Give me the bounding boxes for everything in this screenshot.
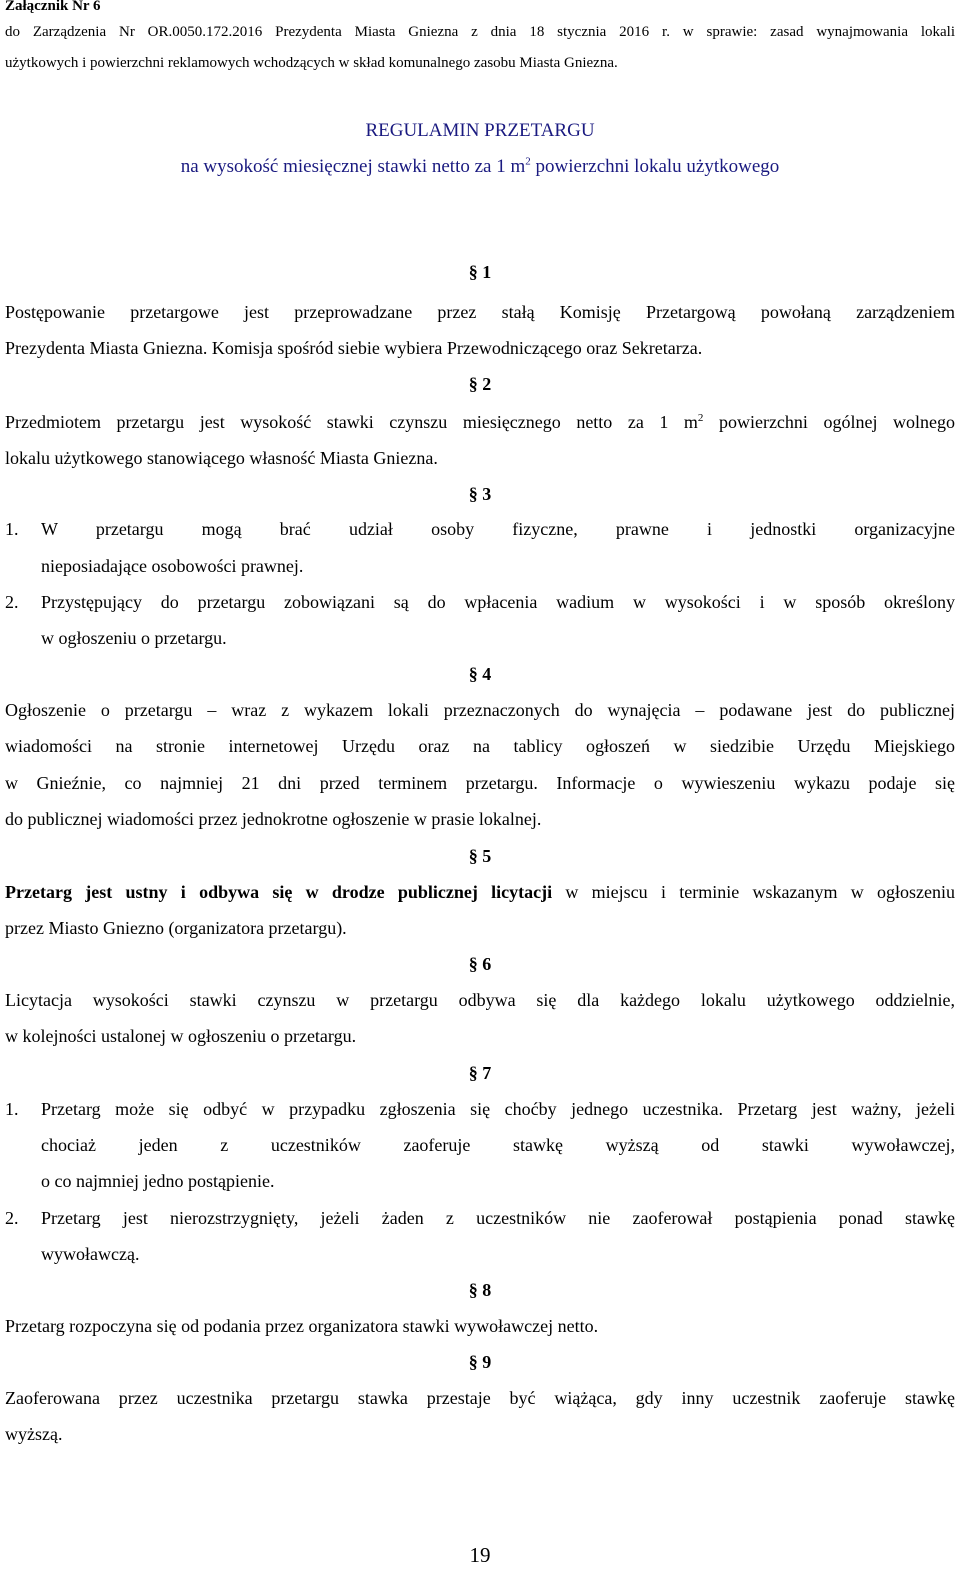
paragraph-2-text-b: powierzchni ogólnej wolnego <box>703 412 955 432</box>
section-number: 6 <box>482 954 492 974</box>
paragraph-7-2-line: Przetarg jest nierozstrzygnięty, jeżeli żaden z uczestników nie zaoferował postąpienia ponad stawkę <box>41 1208 955 1228</box>
section-number: 2 <box>482 374 492 394</box>
page-number: 19 <box>469 1543 491 1567</box>
paragraph-7-1-line: Przetarg może się odbyć w przypadku zgłoszenia się choćby jednego uczestnika. Przetarg jest ważny, jeżeli <box>41 1099 955 1119</box>
paragraph-2-line: lokalu użytkowego stanowiącego własność Miasta Gniezna. <box>5 448 438 468</box>
section-number: 1 <box>482 262 492 282</box>
section-symbol: § <box>468 1352 478 1372</box>
list-number: 1. <box>5 519 19 539</box>
section-symbol: § <box>468 374 478 394</box>
paragraph-5-bold-text: Przetarg jest ustny i odbywa się w drodze publicznej licytacji <box>5 882 553 902</box>
paragraph-4-line: do publicznej wiadomości przez jednokrotne ogłoszenie w prasie lokalnej. <box>5 809 542 829</box>
subtitle-text-a: na wysokość miesięcznej stawki netto za 1 m <box>180 156 526 177</box>
paragraph-7-2-line: wywoławczą. <box>41 1244 140 1264</box>
paragraph-6-line: w kolejności ustalonej w ogłoszeniu o przetargu. <box>5 1026 357 1046</box>
paragraph-3-2-line: Przystępujący do przetargu zobowiązani są do wpłacenia wadium w wysokości i w sposób określony <box>41 592 955 612</box>
section-symbol: § <box>468 1280 478 1300</box>
paragraph-1-line: Postępowanie przetargowe jest przeprowadzane przez stałą Komisję Przetargową powołaną zarządzeniem <box>5 302 955 322</box>
paragraph-3-1-line: W przetargu mogą brać udział osoby fizyczne, prawne i jednostki organizacyjne <box>41 519 955 539</box>
paragraph-3-2-line: w ogłoszeniu o przetargu. <box>41 628 227 648</box>
paragraph-4-line: wiadomości na stronie internetowej Urzędu oraz na tablicy ogłoszeń w siedzibie Urzędu Miejskiego <box>5 736 955 756</box>
paragraph-4-line: Ogłoszenie o przetargu – wraz z wykazem lokali przeznaczonych do wynajęcia – podawane jest do publicznej <box>5 700 955 720</box>
paragraph-4-line: w Gnieźnie, co najmniej 21 dni przed terminem przetargu. Informacje o wywieszeniu wykazu podaje się <box>5 773 955 793</box>
paragraph-6-line: Licytacja wysokości stawki czynszu w przetargu odbywa się dla każdego lokalu użytkowego oddzielnie, <box>5 990 955 1010</box>
section-number: 3 <box>482 484 492 504</box>
paragraph-5-text: w miejscu i terminie wskazanym w ogłoszeniu <box>552 882 955 902</box>
section-heading-4 <box>0 664 960 685</box>
section-number: 8 <box>482 1280 492 1300</box>
subtitle-text-b: powierzchni lokalu użytkowego <box>530 156 780 177</box>
section-number: 5 <box>482 846 492 866</box>
paragraph-5-line <box>5 882 955 903</box>
paragraph-2-line <box>5 412 955 433</box>
section-number: 9 <box>482 1352 492 1372</box>
section-heading-2 <box>0 374 960 395</box>
document-title: REGULAMIN PRZETARGU <box>365 120 595 141</box>
section-heading-1 <box>0 262 960 283</box>
paragraph-2-superscript: 2 <box>697 412 704 424</box>
section-symbol: § <box>468 954 478 974</box>
annex-reference-line2: użytkowych i powierzchni reklamowych wchodzących w skład komunalnego zasobu Miasta Gniezna. <box>5 55 618 71</box>
section-symbol: § <box>468 846 478 866</box>
section-heading-9 <box>0 1352 960 1373</box>
annex-label: Załącznik Nr 6 <box>5 0 101 14</box>
section-heading-3 <box>0 484 960 505</box>
section-number: 4 <box>482 664 492 684</box>
list-number: 1. <box>5 1099 19 1119</box>
section-heading-6 <box>0 954 960 975</box>
section-heading-8 <box>0 1280 960 1301</box>
section-symbol: § <box>468 484 478 504</box>
paragraph-1-line: Prezydenta Miasta Gniezna. Komisja spośród siebie wybiera Przewodniczącego oraz Sekretarza. <box>5 338 703 358</box>
paragraph-3-1-line: nieposiadające osobowości prawnej. <box>41 556 304 576</box>
section-symbol: § <box>468 664 478 684</box>
annex-reference-line1: do Zarządzenia Nr OR.0050.172.2016 Prezydenta Miasta Gniezna z dnia 18 stycznia 2016 r. w sprawie: zasad wynajmowania lokali <box>5 24 955 40</box>
section-symbol: § <box>468 1063 478 1083</box>
section-number: 7 <box>482 1063 492 1083</box>
paragraph-7-1-line: chociaż jeden z uczestników zaoferuje stawkę wyższą od stawki wywoławczej, <box>41 1135 955 1155</box>
paragraph-9-line: Zaoferowana przez uczestnika przetargu stawka przestaje być wiążąca, gdy inny uczestnik zaoferuje stawkę <box>5 1388 955 1408</box>
paragraph-5-line: przez Miasto Gniezno (organizatora przetargu). <box>5 918 347 938</box>
section-heading-7 <box>0 1063 960 1084</box>
paragraph-2-text-a: Przedmiotem przetargu jest wysokość stawki czynszu miesięcznego netto za 1 m <box>5 412 698 432</box>
paragraph-9-line: wyższą. <box>5 1424 63 1444</box>
document-subtitle <box>0 156 960 178</box>
section-heading-5 <box>0 846 960 867</box>
list-number: 2. <box>5 1208 19 1228</box>
section-symbol: § <box>468 262 478 282</box>
subtitle-superscript: 2 <box>525 155 531 168</box>
paragraph-8-line: Przetarg rozpoczyna się od podania przez organizatora stawki wywoławczej netto. <box>5 1316 599 1336</box>
list-number: 2. <box>5 592 19 612</box>
paragraph-7-1-line: o co najmniej jedno postąpienie. <box>41 1171 275 1191</box>
